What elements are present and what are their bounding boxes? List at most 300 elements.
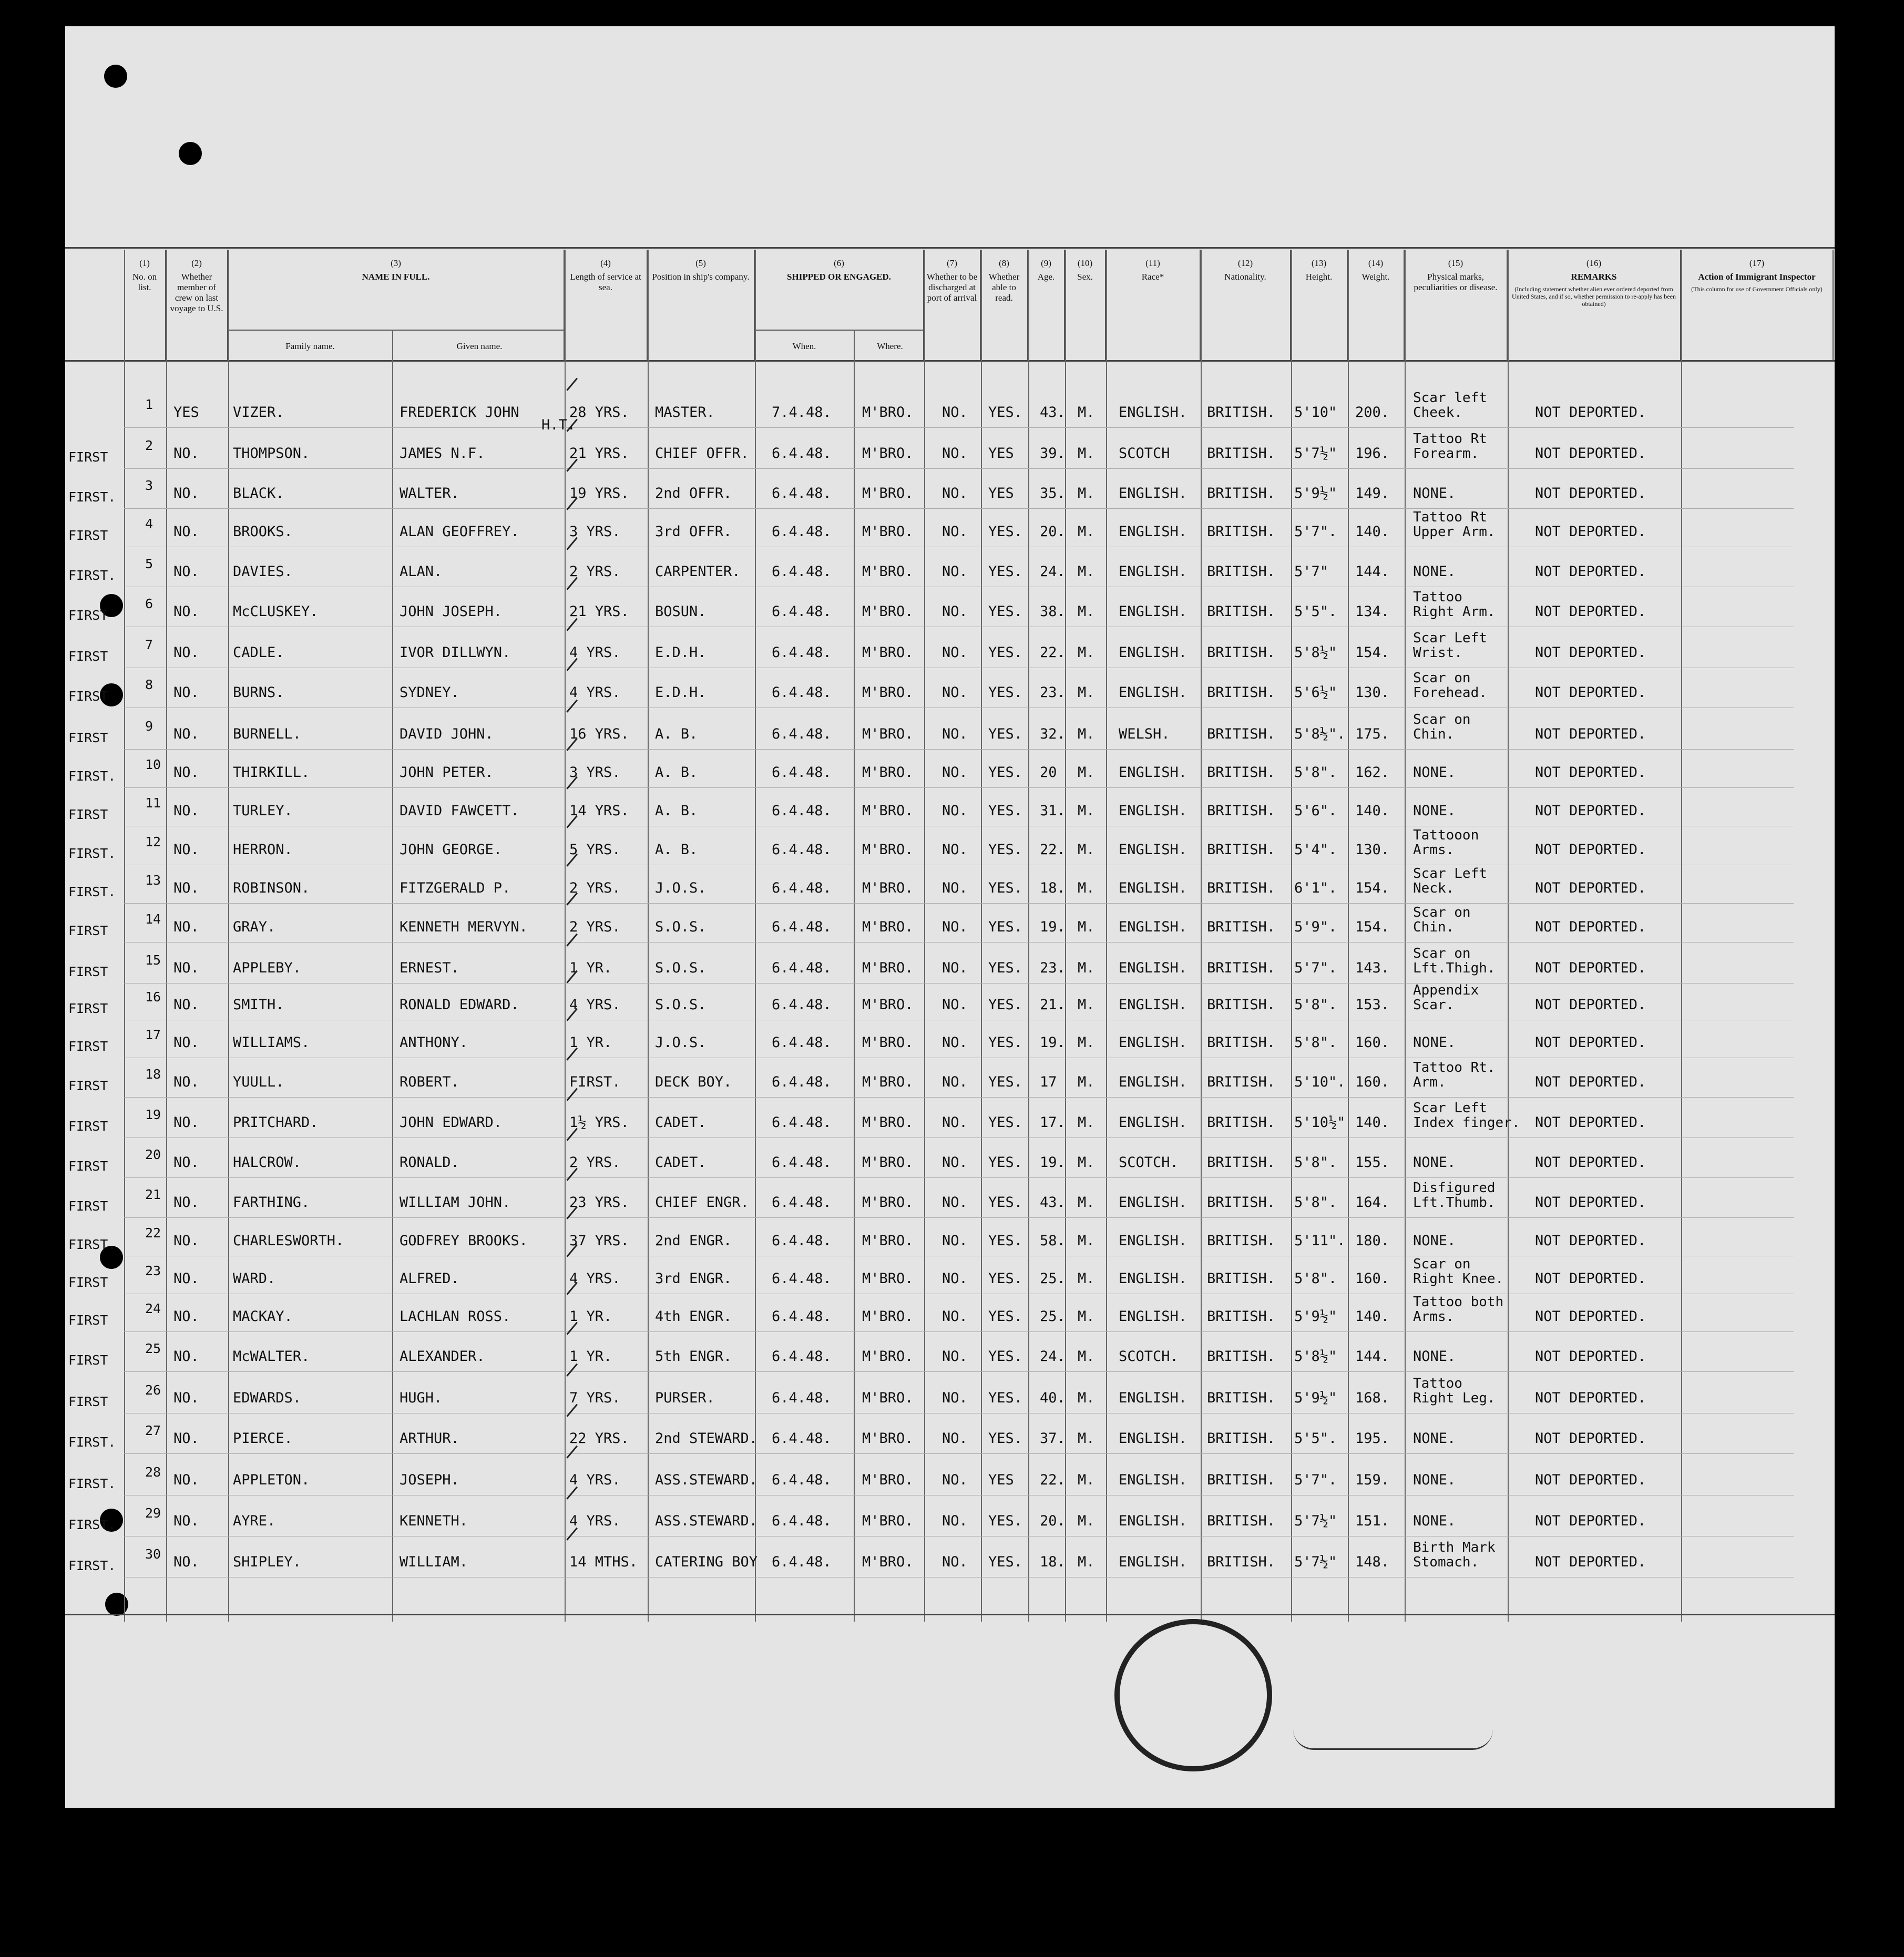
- column-number: (13): [1311, 258, 1327, 268]
- cell-sex: M.: [1078, 764, 1095, 781]
- cell-race: WELSH.: [1119, 726, 1170, 742]
- cell-crew: NO.: [173, 1472, 199, 1488]
- cell-crew: NO.: [173, 524, 199, 540]
- column-number: (1): [139, 258, 150, 268]
- column-number: (11): [1145, 258, 1160, 268]
- cell-disch: NO.: [942, 1430, 968, 1447]
- cell-where: M'BRO.: [862, 485, 914, 501]
- column-number: (2): [191, 258, 202, 268]
- cell-race: ENGLISH.: [1119, 1390, 1188, 1406]
- column-rule: [565, 250, 566, 1622]
- cell-given: WILLIAM JOHN.: [400, 1194, 511, 1211]
- cell-where: M'BRO.: [862, 1270, 914, 1287]
- cell-age: 24.: [1040, 563, 1066, 580]
- cell-race: ENGLISH.: [1119, 1194, 1188, 1211]
- cell-crew: NO.: [173, 644, 199, 661]
- cell-read: YES.: [988, 1270, 1023, 1287]
- table-header-border: [65, 360, 1835, 362]
- column-rule: [755, 250, 756, 1622]
- cell-service: 14 YRS.: [569, 803, 629, 819]
- column-header: [124, 250, 166, 360]
- cell-read: YES.: [988, 603, 1023, 620]
- cell-service: 22 YRS.: [569, 1430, 629, 1447]
- cell-position: S.O.S.: [655, 960, 707, 976]
- cell-weight: 148.: [1355, 1554, 1390, 1570]
- first-trip-mark: FIRST: [68, 730, 108, 745]
- cell-family: TURLEY.: [233, 803, 293, 819]
- cell-crew: NO.: [173, 764, 199, 781]
- cell-nat: BRITISH.: [1207, 726, 1276, 742]
- cell-marks: NONE.: [1413, 1513, 1456, 1529]
- cell-marks: Scar Left Neck.: [1413, 866, 1487, 896]
- cell-race: ENGLISH.: [1119, 1554, 1188, 1570]
- row-rule: [124, 1177, 1794, 1178]
- cell-where: M'BRO.: [862, 1472, 914, 1488]
- cell-marks: NONE.: [1413, 1233, 1456, 1249]
- cell-read: YES.: [988, 1308, 1023, 1325]
- cell-age: 35.: [1040, 485, 1066, 501]
- column-header: [1508, 250, 1681, 360]
- cell-given: RONALD EDWARD.: [400, 997, 519, 1013]
- cell-age: 18.: [1040, 1554, 1066, 1570]
- cell-no: 5: [145, 556, 153, 571]
- cell-no: 16: [145, 989, 161, 1005]
- cell-disch: NO.: [942, 524, 968, 540]
- cell-age: 22.: [1040, 842, 1066, 858]
- cell-when: 6.4.48.: [772, 803, 832, 819]
- cell-marks: Tattoo Right Leg.: [1413, 1376, 1496, 1406]
- cell-read: YES.: [988, 1154, 1023, 1171]
- cell-read: YES.: [988, 563, 1023, 580]
- cell-when: 6.4.48.: [772, 1472, 832, 1488]
- cell-weight: 155.: [1355, 1154, 1390, 1171]
- cell-given: GODFREY BROOKS.: [400, 1233, 528, 1249]
- column-header: [648, 250, 755, 360]
- cell-no: 2: [145, 438, 153, 453]
- cell-height: 5'8".: [1294, 997, 1337, 1013]
- cell-weight: 154.: [1355, 919, 1390, 935]
- cell-family: EDWARDS.: [233, 1390, 302, 1406]
- cell-given: JOSEPH.: [400, 1472, 459, 1488]
- cell-crew: NO.: [173, 803, 199, 819]
- first-trip-mark: FIRST.: [68, 769, 116, 784]
- cell-no: 13: [145, 873, 161, 888]
- cell-height: 6'1".: [1294, 880, 1337, 896]
- cell-sex: M.: [1078, 1348, 1095, 1365]
- cell-disch: NO.: [942, 1348, 968, 1365]
- cell-height: 5'10".: [1294, 1074, 1346, 1090]
- column-header: [1106, 250, 1201, 360]
- cell-age: 25.: [1040, 1270, 1066, 1287]
- cell-service: 37 YRS.: [569, 1233, 629, 1249]
- cell-position: E.D.H.: [655, 644, 707, 661]
- cell-sex: M.: [1078, 524, 1095, 540]
- cell-service: 2 YRS.: [569, 919, 621, 935]
- cell-age: 20: [1040, 764, 1057, 781]
- cell-marks: Scar on Right Knee.: [1413, 1256, 1504, 1287]
- cell-crew: NO.: [173, 1348, 199, 1365]
- column-header: [755, 250, 924, 360]
- cell-given: FITZGERALD P.: [400, 880, 511, 896]
- cell-nat: BRITISH.: [1207, 644, 1276, 661]
- cell-where: M'BRO.: [862, 1233, 914, 1249]
- cell-given: JOHN JOSEPH.: [400, 603, 503, 620]
- cell-disch: NO.: [942, 960, 968, 976]
- cell-given: ROBERT.: [400, 1074, 459, 1090]
- cell-family: BURNELL.: [233, 726, 302, 742]
- cell-service: 3 YRS.: [569, 764, 621, 781]
- cell-crew: NO.: [173, 726, 199, 742]
- column-number: (6): [834, 258, 844, 268]
- cell-where: M'BRO.: [862, 842, 914, 858]
- cell-age: 25.: [1040, 1308, 1066, 1325]
- cell-given: WILLIAM.: [400, 1554, 468, 1570]
- cell-nat: BRITISH.: [1207, 764, 1276, 781]
- cell-service: 3 YRS.: [569, 524, 621, 540]
- cell-where: M'BRO.: [862, 803, 914, 819]
- cell-family: GRAY.: [233, 919, 276, 935]
- cell-height: 5'6".: [1294, 803, 1337, 819]
- column-number: (12): [1237, 258, 1253, 268]
- cell-height: 5'9½": [1294, 1390, 1337, 1406]
- cell-when: 6.4.48.: [772, 1154, 832, 1171]
- cell-weight: 195.: [1355, 1430, 1390, 1447]
- cell-position: 2nd STEWARD.: [655, 1430, 758, 1447]
- cell-no: 28: [145, 1464, 161, 1480]
- cell-sex: M.: [1078, 1034, 1095, 1051]
- cell-position: ASS.STEWARD.: [655, 1513, 758, 1529]
- cell-height: 5'9½": [1294, 1308, 1337, 1325]
- cell-nat: BRITISH.: [1207, 997, 1276, 1013]
- cell-where: M'BRO.: [862, 1390, 914, 1406]
- cell-height: 5'9½": [1294, 485, 1337, 501]
- cell-height: 5'8".: [1294, 1270, 1337, 1287]
- cell-sex: M.: [1078, 1074, 1095, 1090]
- column-rule: [1348, 250, 1349, 1622]
- cell-given: JOHN GEORGE.: [400, 842, 503, 858]
- column-number: (8): [999, 258, 1009, 268]
- column-header: [1028, 250, 1065, 360]
- cell-age: 23.: [1040, 960, 1066, 976]
- cell-position: 4th ENGR.: [655, 1308, 732, 1325]
- cell-when: 6.4.48.: [772, 997, 832, 1013]
- cell-position: CADET.: [655, 1114, 707, 1131]
- cell-age: 39.: [1040, 445, 1066, 462]
- cell-sex: M.: [1078, 880, 1095, 896]
- cell-given: IVOR DILLWYN.: [400, 644, 511, 661]
- cell-crew: NO.: [173, 563, 199, 580]
- cell-nat: BRITISH.: [1207, 563, 1276, 580]
- cell-weight: 140.: [1355, 524, 1390, 540]
- table-top-border: [65, 247, 1835, 249]
- column-rule: [648, 250, 649, 1622]
- cell-read: YES.: [988, 1233, 1023, 1249]
- cell-race: SCOTCH.: [1119, 1154, 1179, 1171]
- cell-position: DECK BOY.: [655, 1074, 732, 1090]
- cell-weight: 175.: [1355, 726, 1390, 742]
- first-trip-mark: FIRST.: [68, 568, 116, 583]
- column-rule: [1681, 250, 1682, 1622]
- cell-no: 29: [145, 1505, 161, 1521]
- cell-disch: NO.: [942, 764, 968, 781]
- cell-disch: NO.: [942, 445, 968, 462]
- cell-disch: NO.: [942, 1154, 968, 1171]
- cell-weight: 151.: [1355, 1513, 1390, 1529]
- cell-when: 6.4.48.: [772, 1270, 832, 1287]
- cell-position: 3rd ENGR.: [655, 1270, 732, 1287]
- cell-marks: Tattooon Arms.: [1413, 827, 1479, 858]
- cell-weight: 168.: [1355, 1390, 1390, 1406]
- cell-sex: M.: [1078, 726, 1095, 742]
- cell-when: 6.4.48.: [772, 1348, 832, 1365]
- cell-position: J.O.S.: [655, 1034, 707, 1051]
- punch-hole: [104, 65, 127, 88]
- cell-crew: NO.: [173, 1554, 199, 1570]
- column-title: SHIPPED OR ENGAGED.: [787, 272, 891, 282]
- row-rule: [124, 749, 1794, 750]
- cell-when: 6.4.48.: [772, 1554, 832, 1570]
- cell-where: M'BRO.: [862, 684, 914, 701]
- cell-nat: BRITISH.: [1207, 1554, 1276, 1570]
- cell-nat: BRITISH.: [1207, 919, 1276, 935]
- cell-remarks: NOT DEPORTED.: [1535, 1034, 1646, 1051]
- cell-crew: NO.: [173, 603, 199, 620]
- cell-read: YES.: [988, 803, 1023, 819]
- cell-when: 6.4.48.: [772, 1513, 832, 1529]
- row-rule: [124, 787, 1794, 788]
- cell-remarks: NOT DEPORTED.: [1535, 1554, 1646, 1570]
- cell-race: ENGLISH.: [1119, 919, 1188, 935]
- cell-race: ENGLISH.: [1119, 842, 1188, 858]
- row-rule: [124, 1217, 1794, 1218]
- cell-sex: M.: [1078, 563, 1095, 580]
- first-trip-mark: FIRST: [68, 1078, 108, 1093]
- cell-sex: M.: [1078, 1114, 1095, 1131]
- row-rule: [124, 1371, 1794, 1372]
- cell-crew: NO.: [173, 1034, 199, 1051]
- cell-when: 6.4.48.: [772, 842, 832, 858]
- cell-sex: M.: [1078, 919, 1095, 935]
- cell-weight: 180.: [1355, 1233, 1390, 1249]
- cell-marks: Scar on Lft.Thigh.: [1413, 946, 1496, 976]
- cell-disch: NO.: [942, 1034, 968, 1051]
- cell-service: 2 YRS.: [569, 880, 621, 896]
- cell-no: 10: [145, 757, 161, 772]
- cell-family: McWALTER.: [233, 1348, 310, 1365]
- cell-crew: NO.: [173, 445, 199, 462]
- cell-where: M'BRO.: [862, 1348, 914, 1365]
- cell-family: PRITCHARD.: [233, 1114, 319, 1131]
- cell-remarks: NOT DEPORTED.: [1535, 1430, 1646, 1447]
- cell-height: 5'8½": [1294, 1348, 1337, 1365]
- column-header: [981, 250, 1028, 360]
- row-rule: [124, 1097, 1794, 1098]
- cell-nat: BRITISH.: [1207, 1114, 1276, 1131]
- cell-position: J.O.S.: [655, 880, 707, 896]
- cell-disch: NO.: [942, 1554, 968, 1570]
- cell-marks: NONE.: [1413, 1034, 1456, 1051]
- cell-age: 22.: [1040, 1472, 1066, 1488]
- cell-crew: NO.: [173, 1390, 199, 1406]
- column-title: NAME IN FULL.: [362, 272, 430, 282]
- cell-nat: BRITISH.: [1207, 1472, 1276, 1488]
- cell-crew: NO.: [173, 1154, 199, 1171]
- column-header: [1065, 250, 1106, 360]
- cell-crew: NO.: [173, 919, 199, 935]
- cell-disch: NO.: [942, 603, 968, 620]
- column-number: (14): [1368, 258, 1384, 268]
- cell-nat: BRITISH.: [1207, 1348, 1276, 1365]
- cell-when: 7.4.48.: [772, 404, 832, 421]
- cell-marks: Disfigured Lft.Thumb.: [1413, 1180, 1496, 1211]
- cell-marks: NONE.: [1413, 485, 1456, 501]
- cell-disch: NO.: [942, 1270, 968, 1287]
- cell-service: 4 YRS.: [569, 1270, 621, 1287]
- cell-height: 5'7".: [1294, 1472, 1337, 1488]
- cell-disch: NO.: [942, 803, 968, 819]
- cell-read: YES.: [988, 684, 1023, 701]
- cell-position: 3rd OFFR.: [655, 524, 732, 540]
- cell-no: 1: [145, 397, 153, 412]
- cell-nat: BRITISH.: [1207, 524, 1276, 540]
- cell-age: 19.: [1040, 919, 1066, 935]
- cell-remarks: NOT DEPORTED.: [1535, 1472, 1646, 1488]
- cell-service: 2 YRS.: [569, 1154, 621, 1171]
- cell-when: 6.4.48.: [772, 1308, 832, 1325]
- column-subheader: (This column for use of Government Officials only): [1691, 285, 1823, 293]
- cell-marks: Scar on Forehead.: [1413, 670, 1487, 701]
- cell-age: 31.: [1040, 803, 1066, 819]
- cell-position: CADET.: [655, 1154, 707, 1171]
- cell-no: 14: [145, 911, 161, 927]
- cell-sex: M.: [1078, 960, 1095, 976]
- cell-read: YES.: [988, 644, 1023, 661]
- first-trip-mark: FIRST: [68, 1159, 108, 1174]
- column-title: Whether member of crew on last voyage to U.S.: [170, 272, 223, 313]
- cell-age: 21.: [1040, 997, 1066, 1013]
- cell-disch: NO.: [942, 1472, 968, 1488]
- column-rule: [1106, 250, 1107, 1622]
- cell-where: M'BRO.: [862, 764, 914, 781]
- cell-nat: BRITISH.: [1207, 1233, 1276, 1249]
- cell-race: ENGLISH.: [1119, 1270, 1188, 1287]
- cell-remarks: NOT DEPORTED.: [1535, 485, 1646, 501]
- cell-where: M'BRO.: [862, 603, 914, 620]
- cell-nat: BRITISH.: [1207, 603, 1276, 620]
- cell-disch: NO.: [942, 404, 968, 421]
- first-trip-mark: FIRST.: [68, 1558, 116, 1573]
- cell-where: M'BRO.: [862, 726, 914, 742]
- cell-when: 6.4.48.: [772, 603, 832, 620]
- row-rule: [124, 508, 1794, 509]
- first-trip-mark: FIRST: [68, 923, 108, 938]
- cell-where: M'BRO.: [862, 1154, 914, 1171]
- cell-where: M'BRO.: [862, 524, 914, 540]
- column-subheader: When.: [755, 330, 854, 360]
- cell-nat: BRITISH.: [1207, 960, 1276, 976]
- cell-read: YES.: [988, 1074, 1023, 1090]
- cell-when: 6.4.48.: [772, 1074, 832, 1090]
- cell-disch: NO.: [942, 563, 968, 580]
- cell-weight: 154.: [1355, 880, 1390, 896]
- cell-read: YES.: [988, 997, 1023, 1013]
- cell-nat: BRITISH.: [1207, 684, 1276, 701]
- cell-remarks: NOT DEPORTED.: [1535, 445, 1646, 462]
- cell-given: JOHN PETER.: [400, 764, 494, 781]
- first-trip-mark: FIRST: [68, 528, 108, 543]
- agent-signature-scribble: [1293, 1729, 1493, 1750]
- cell-where: M'BRO.: [862, 880, 914, 896]
- cell-when: 6.4.48.: [772, 1233, 832, 1249]
- column-header: [1201, 250, 1291, 360]
- cell-family: SHIPLEY.: [233, 1554, 302, 1570]
- cell-where: M'BRO.: [862, 1034, 914, 1051]
- cell-marks: Tattoo Rt Forearm.: [1413, 431, 1487, 462]
- first-trip-mark: FIRST.: [68, 489, 116, 505]
- cell-no: 23: [145, 1263, 161, 1278]
- column-subheader: Given name.: [392, 330, 565, 360]
- cell-race: ENGLISH.: [1119, 524, 1188, 540]
- cell-height: 5'8½".: [1294, 726, 1346, 742]
- cell-service: 21 YRS.: [569, 603, 629, 620]
- cell-family: AYRE.: [233, 1513, 276, 1529]
- cell-no: 25: [145, 1341, 161, 1356]
- cell-sex: M.: [1078, 1513, 1095, 1529]
- cell-service: 1 YR.: [569, 1308, 612, 1325]
- cell-height: 5'8½": [1294, 644, 1337, 661]
- cell-service: 4 YRS.: [569, 1472, 621, 1488]
- cell-remarks: NOT DEPORTED.: [1535, 842, 1646, 858]
- cell-race: ENGLISH.: [1119, 880, 1188, 896]
- cell-when: 6.4.48.: [772, 880, 832, 896]
- cell-height: 5'10": [1294, 404, 1337, 421]
- cell-race: ENGLISH.: [1119, 603, 1188, 620]
- cell-sex: M.: [1078, 997, 1095, 1013]
- cell-no: 20: [145, 1147, 161, 1162]
- cell-age: 19.: [1040, 1154, 1066, 1171]
- cell-height: 5'10½": [1294, 1114, 1346, 1131]
- column-header: [1681, 250, 1834, 360]
- cell-race: ENGLISH.: [1119, 764, 1188, 781]
- first-trip-mark: FIRST: [68, 608, 108, 623]
- cell-when: 6.4.48.: [772, 445, 832, 462]
- cell-sex: M.: [1078, 1390, 1095, 1406]
- cell-when: 6.4.48.: [772, 1034, 832, 1051]
- cell-marks: Scar Left Index finger.: [1413, 1100, 1520, 1131]
- cell-race: ENGLISH.: [1119, 684, 1188, 701]
- cell-family: THOMPSON.: [233, 445, 310, 462]
- cell-marks: NONE.: [1413, 563, 1456, 580]
- cell-when: 6.4.48.: [772, 563, 832, 580]
- column-title: Action of Immigrant Inspector: [1698, 272, 1816, 282]
- cell-family: BLACK.: [233, 485, 284, 501]
- cell-given: ERNEST.: [400, 960, 459, 976]
- cell-remarks: NOT DEPORTED.: [1535, 1513, 1646, 1529]
- cell-height: 5'11".: [1294, 1233, 1346, 1249]
- cell-weight: 140.: [1355, 1114, 1390, 1131]
- cell-race: ENGLISH.: [1119, 1074, 1188, 1090]
- cell-remarks: NOT DEPORTED.: [1535, 997, 1646, 1013]
- cell-race: SCOTCH: [1119, 445, 1170, 462]
- cell-weight: 134.: [1355, 603, 1390, 620]
- cell-service: 1 YR.: [569, 1034, 612, 1051]
- cell-remarks: NOT DEPORTED.: [1535, 1270, 1646, 1287]
- cell-sex: M.: [1078, 445, 1095, 462]
- cell-height: 5'7".: [1294, 960, 1337, 976]
- cell-remarks: NOT DEPORTED.: [1535, 803, 1646, 819]
- cell-family: McCLUSKEY.: [233, 603, 319, 620]
- cell-nat: BRITISH.: [1207, 1074, 1276, 1090]
